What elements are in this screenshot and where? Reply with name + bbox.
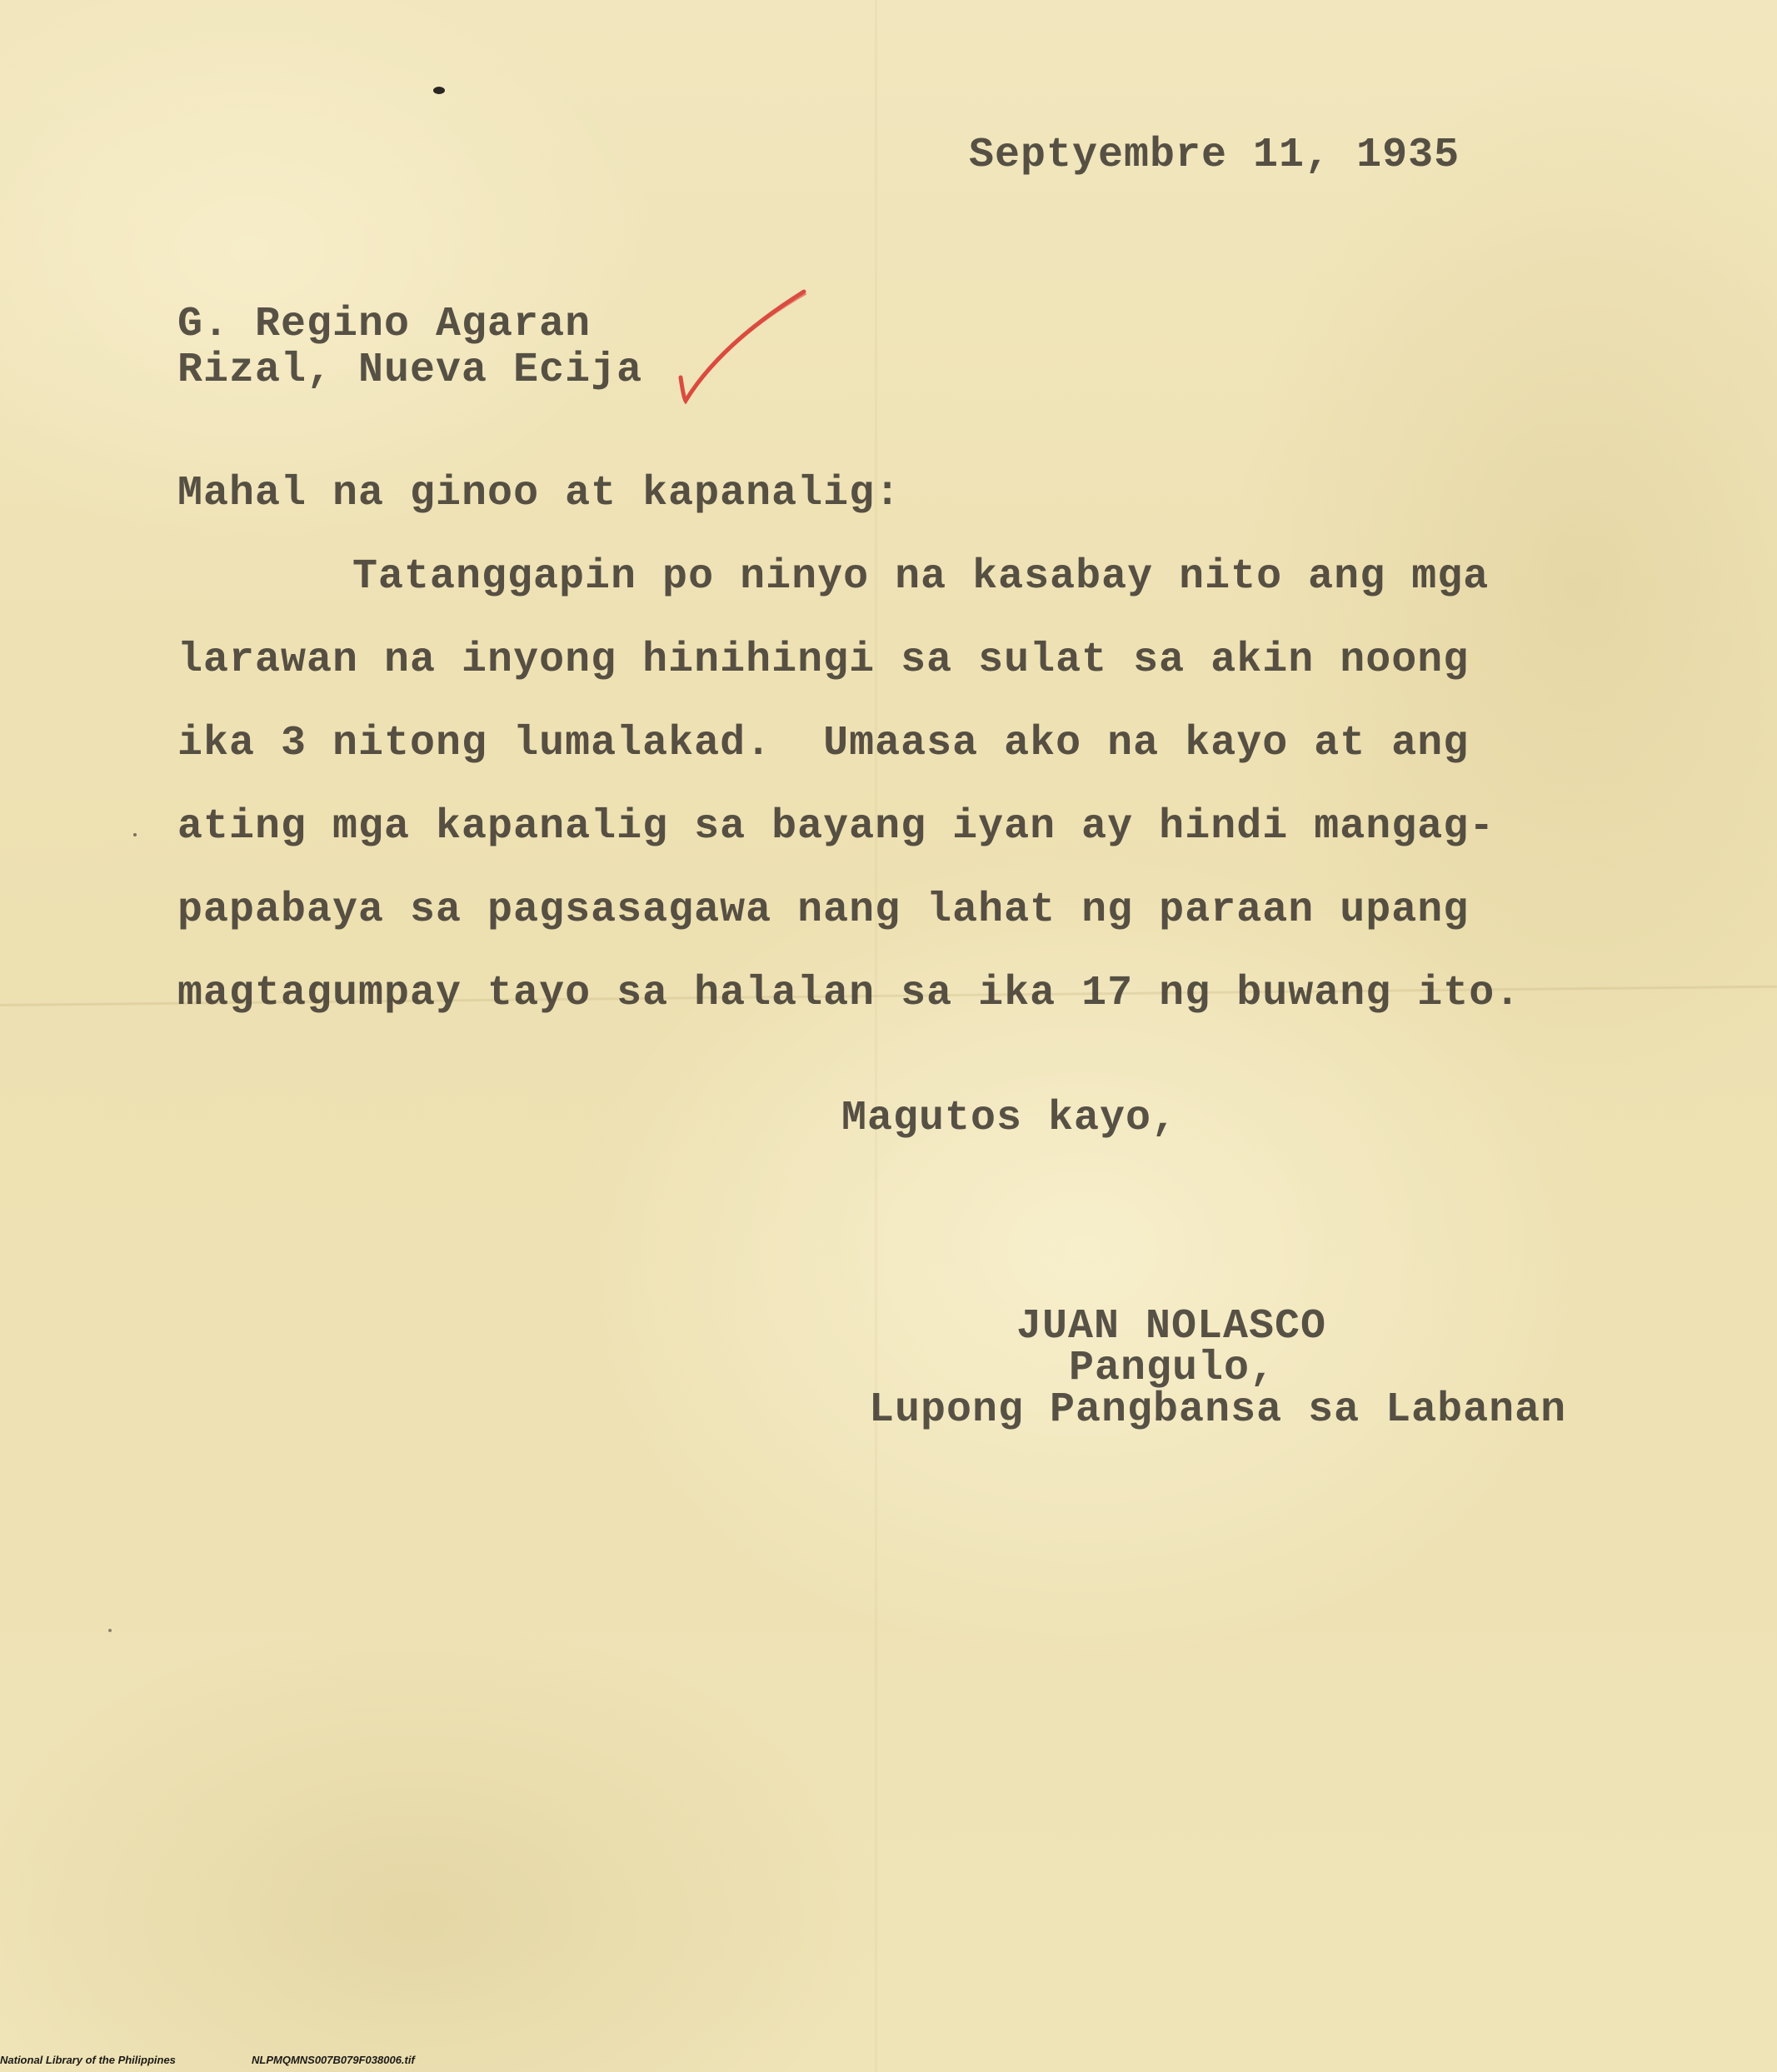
signatory-title: Pangulo, <box>1069 1345 1276 1392</box>
body-line: magtagumpay tayo sa halalan sa ika 17 ng buwang ito. <box>177 970 1521 1017</box>
body-line: ating mga kapanalig sa bayang iyan ay hindi mangag- <box>177 803 1495 851</box>
red-checkmark-icon <box>671 287 812 404</box>
recipient-name: G. Regino Agaran <box>177 301 592 348</box>
body-line: papabaya sa pagsasagawa nang lahat ng paraan upang <box>177 886 1470 934</box>
salutation: Mahal na ginoo at kapanalig: <box>177 470 901 517</box>
body-line: larawan na inyong hinihingi sa sulat sa akin noong <box>177 637 1470 684</box>
ink-speck <box>108 1629 112 1632</box>
signatory-name: JUAN NOLASCO <box>1016 1303 1327 1351</box>
archive-credit: National Library of the Philippines <box>0 2054 176 2066</box>
archive-filename: NLPMQMNS007B079F038006.tif <box>252 2054 415 2066</box>
closing: Magutos kayo, <box>841 1095 1178 1142</box>
ink-speck <box>433 87 445 94</box>
body-line: ika 3 nitong lumalakad. Umaasa ako na kayo at ang <box>177 720 1470 767</box>
signatory-organization: Lupong Pangbansa sa Labanan <box>869 1386 1567 1434</box>
body-line: Tatanggapin po ninyo na kasabay nito ang mga <box>352 553 1490 601</box>
letter-date: Septyembre 11, 1935 <box>969 132 1460 179</box>
recipient-address: Rizal, Nueva Ecija <box>177 347 643 394</box>
paper-fold-crease <box>875 0 877 2072</box>
ink-speck <box>133 833 137 836</box>
